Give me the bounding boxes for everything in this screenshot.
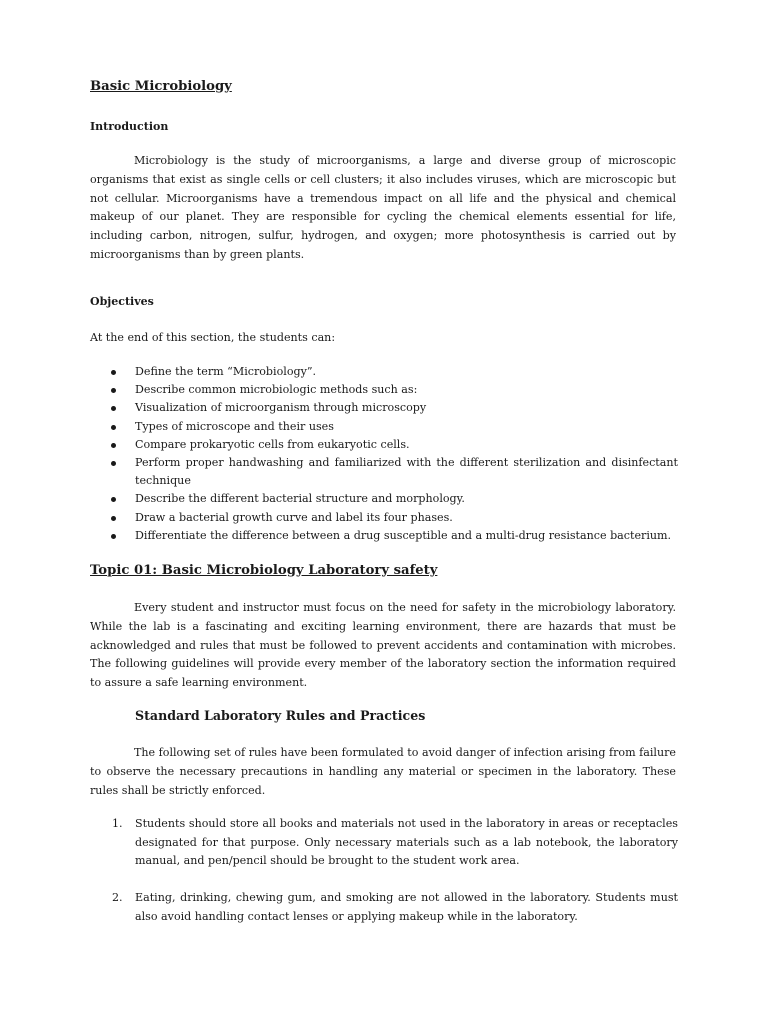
objective-text: Define the term “Microbiology”. xyxy=(135,365,317,378)
bullet-icon xyxy=(111,516,116,521)
objective-item-4 xyxy=(90,418,678,436)
objective-text: Differentiate the difference between a drug susceptible and a multi-drug resistance bacterium. xyxy=(135,528,672,542)
objective-item-6 xyxy=(90,454,678,490)
document-title: Basic Microbiology xyxy=(90,79,232,94)
introduction-heading: Introduction xyxy=(90,120,169,133)
objective-text: Draw a bacterial growth curve and label its four phases. xyxy=(135,510,453,524)
rule-number: 1. xyxy=(112,817,123,830)
objective-item-5 xyxy=(90,436,678,454)
bullet-icon xyxy=(111,497,116,502)
standard-rules-intro: The following set of rules have been formulated to avoid danger of infection arising from failure to observe the necessary precautions in handling any material or specimen in the laboratory. These rules shall be strictly enforced. xyxy=(90,746,676,797)
objective-text: Compare prokaryotic cells from eukaryotic cells. xyxy=(135,437,410,451)
bullet-icon xyxy=(111,370,116,375)
rules-list xyxy=(90,815,678,871)
topic-01-heading: Topic 01: Basic Microbiology Laboratory safety xyxy=(90,563,438,578)
bullet-icon xyxy=(111,443,116,448)
objective-item-1 xyxy=(90,363,678,381)
rule-item-1 xyxy=(90,815,678,871)
topic-01-paragraph: Every student and instructor must focus on the need for safety in the microbiology laboratory. While the lab is a fascinating and exciting learning environment, there are hazards that must be acknowledged and rules that must be followed to prevent accidents and contamination with microbes. The following guidelines will provide every member of the laboratory section the information required to assure a safe learning environment. xyxy=(90,601,676,690)
objectives-list xyxy=(90,363,678,545)
objective-text: Describe common microbiologic methods such as: xyxy=(135,383,418,397)
rule-number: 2. xyxy=(112,891,123,904)
bullet-icon xyxy=(111,461,116,466)
rule-text: Eating, drinking, chewing gum, and smoking are not allowed in the laboratory. Students must also avoid handling contact lenses or applying makeup while in the laboratory. xyxy=(135,891,678,923)
objective-item-9 xyxy=(90,527,678,545)
objective-text: Types of microscope and their uses xyxy=(135,419,334,433)
objective-text: Visualization of microorganism through microscopy xyxy=(135,401,427,415)
bullet-icon xyxy=(111,534,116,539)
bullet-icon xyxy=(111,425,116,430)
rule-item-2 xyxy=(90,889,678,926)
objective-item-2 xyxy=(90,381,678,399)
introduction-paragraph: Microbiology is the study of microorganisms, a large and diverse group of microscopic organisms that exist as single cells or cell clusters; it also includes viruses, which are microscopic but not cellular. Microorganisms have a tremendous impact on all life and the physical and chemical makeup of our planet. They are responsible for cycling the chemical elements essential for life, including carbon, nitrogen, sulfur, hydrogen, and oxygen; more photosynthesis is carried out by microorganisms than by green plants. xyxy=(90,154,676,261)
bullet-icon xyxy=(111,406,116,411)
bullet-icon xyxy=(111,388,116,393)
objective-item-3 xyxy=(90,399,678,417)
objective-item-7 xyxy=(90,490,678,508)
standard-rules-heading: Standard Laboratory Rules and Practices xyxy=(135,708,426,723)
rule-text: Students should store all books and materials not used in the laboratory in areas or receptacles designated for that purpose. Only necessary materials such as a lab notebook, the laboratory manual, and pen/pencil should be brought to the student work area. xyxy=(135,817,678,867)
objectives-lead: At the end of this section, the students can: xyxy=(90,331,336,344)
rules-list-continued xyxy=(90,889,678,926)
objective-item-8 xyxy=(90,509,678,527)
objective-text: Perform proper handwashing and familiarized with the different sterilization and disinfectant technique xyxy=(135,456,678,488)
objective-text: Describe the different bacterial structure and morphology. xyxy=(135,492,465,506)
objectives-heading: Objectives xyxy=(90,295,154,308)
